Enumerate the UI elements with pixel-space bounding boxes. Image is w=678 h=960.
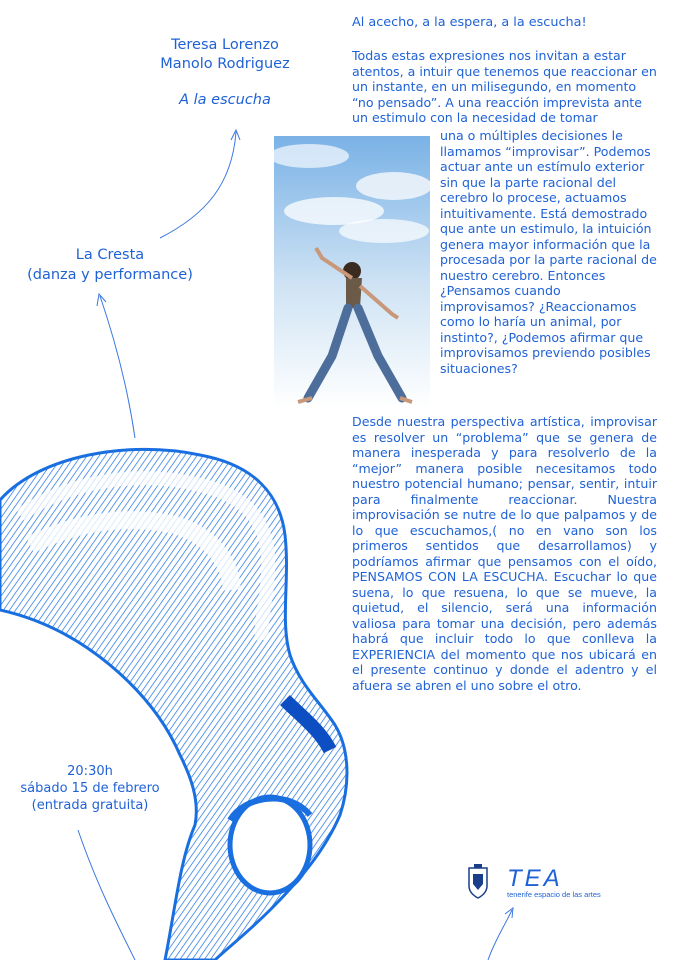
venue-name: La Cresta — [75, 247, 145, 263]
event-title: A la escucha — [179, 92, 271, 108]
arrow-to-venue — [100, 296, 135, 438]
venue — [0, 245, 220, 285]
arrow-to-title — [160, 132, 236, 238]
arrow-bottom-right — [488, 910, 512, 960]
coat-of-arms-icon — [469, 864, 487, 898]
tea-brand: TEA — [507, 865, 563, 892]
author-name: Teresa Lorenzo — [171, 37, 279, 53]
event-time: 20:30h — [67, 764, 113, 779]
tea-logo — [465, 862, 655, 902]
author-name: Manolo Rodriguez — [160, 56, 290, 72]
tea-tagline: tenerife espacio de las artes — [507, 890, 601, 899]
venue-subtitle: (danza y performance) — [27, 267, 193, 283]
schedule — [0, 763, 180, 814]
dancer-photo — [274, 136, 430, 408]
event-date: sábado 15 de febrero — [20, 781, 160, 796]
paragraph-1b: una o múltiples decisiones le llamamos “improvisar”. Podemos actuar ante un estímulo exterior sin que la parte racional del cerebro lo procese, actuamos intuitivamente. Está demostrado que ante un estimulo, la intuición genera mayor información que la procesada por la parte racional de nuestro cerebro. Entonces ¿Pensamos cuando improvisamos? ¿Reaccionamos como lo haría un animal, por instinto?, ¿Podemos afirmar que improvisamos previendo posibles situaciones? — [440, 128, 657, 376]
paragraph-1a: Todas estas expresiones nos invitan a estar atentos, a intuir que tenemos que reaccionar en un instante, en un milisegundo, en momento “no pensado”. A una reacción imprevista ante un estimulo con la necesidad de tomar — [352, 48, 657, 125]
authors — [110, 36, 340, 74]
paragraph-2: Desde nuestra perspectiva artística, improvisar es resolver un “problema” que se genera de manera inesperada y para resolverlo de la “mejor” manera posible necesitamos todo nuestro potencial humano; pensar, sentir, intuir para finalmente reaccionar. Nuestra improvisación se nutre de lo que palpamos y de lo que escuchamos,( no en vano son los primeros sentidos que desarrollamos) y podríamos afirmar que pensamos con el oído, PENSAMOS CON LA ESCUCHA. Escuchar lo que suena, lo que resuena, lo que se mueve, la quietud, el silencio, será una información valiosa para tomar una decisión, pero además habrá que incluir todo lo que conlleva la EXPERIENCIA del momento que nos ubicará en el presente continuo y donde el adentro y el afuera se abren el uno sobre el otro. — [352, 414, 657, 693]
intro-line: Al acecho, a la espera, a la escucha! — [352, 15, 587, 30]
event-admission: (entrada gratuita) — [31, 798, 149, 813]
